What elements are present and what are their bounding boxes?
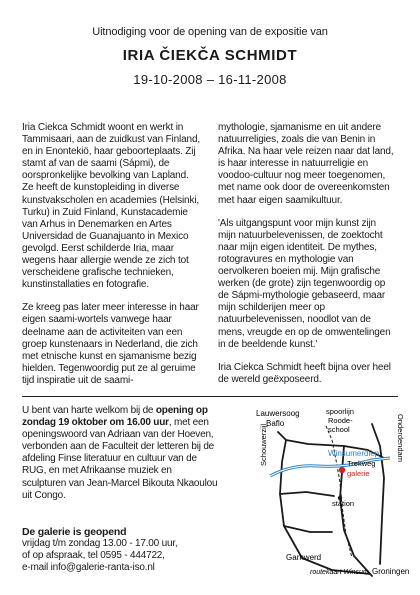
artist-quote: 'Als uitgangspunt voor mijn kunst zijn mijn natuurbelevenissen, de zoektocht naar mijn eigen identiteit. De mythes, rotogravures en mythologie van oervolkeren boeien mij. Mijn grafische werken (de grote) zijn tegenwoordig op de Sápmi-mythologie gebaseerd, maar mijn schilderijen meer op natuurbelevenissen, noodlot van de mens, vreugde en op de omwentelingen in de beeldende kunst.' [218, 217, 391, 350]
map-label-station: station [332, 499, 355, 508]
artist-name: IRIA ČIEKČA SCHMIDT [122, 47, 298, 64]
road-cross [280, 492, 334, 496]
map-label-lauwersoog: Lauwersoog [256, 409, 300, 418]
paragraph: Iria Ciekca Schmidt heeft bijna over heel de wereld geëxposeerd. [218, 361, 391, 385]
map-label-canal: Winsumerdiep [328, 449, 380, 458]
body-column-left [22, 122, 200, 398]
welcome-post: , met een openingswoord van Adriaan van der Hoeven, verbonden aan de Faculteit der letteren bij de afdeling Finse literatuur en cultuur van de RUG, en met Afrikaanse muziek en sculpturen van Jean-Marcel Bikouta Nkaoulou uit Congo. [22, 417, 218, 501]
map-label-school: school [328, 425, 350, 434]
invitation-header [0, 26, 420, 87]
map-label-roode: Roode- [328, 416, 353, 425]
contact-email: e-mail info@galerie-ranta-iso.nl [22, 562, 155, 574]
opening-hours [22, 526, 218, 574]
map-label-trekweg: Trekweg [347, 459, 376, 468]
road-east [372, 424, 384, 564]
map-label-onderdendam: Onderdendam [396, 414, 405, 462]
map-label-schouwerzijl: Schouwerzijl [259, 423, 268, 466]
contact-phone: of op afspraak, tel 0595 - 444722, [22, 550, 165, 562]
paragraph: Ze kreeg pas later meer interesse in haar eigen saami-wortels vanwege haar deelname aan de activiteiten van een groep kunstenaars in Nederland, die zich met etnische kunst en sjamanisme bezig hielden. Tegenwoordig put ze al geruime tijd inspiratie uit de saami- [22, 302, 199, 386]
body-column-right [218, 122, 396, 397]
divider [22, 396, 398, 397]
opening-hours-line: vrijdag t/m zondag 13.00 - 17.00 uur, [22, 538, 178, 550]
gallery-marker [339, 467, 345, 473]
paragraph: mythologie, sjamanisme en uit andere natuurreligies, zoals die van Benin in Afrika. Na haar vele reizen naar dat land, is haar interesse in natuurreligie en voodoo-cultuur nog meer toegenomen, met name ook door de overeenkomsten met haar eigen saamikultuur. [218, 122, 394, 206]
welcome-pre: U bent van harte welkom bij de [22, 405, 156, 416]
map-label-galerie: galerie [347, 469, 370, 478]
opening-hours-title: De galerie is geopend [22, 526, 127, 538]
exhibition-dates: 19-10-2008 – 16-11-2008 [133, 72, 287, 87]
map-label-garnwerd: Garnwerd [286, 553, 322, 562]
map-caption: routekaart Winsum [310, 569, 369, 576]
welcome-text [22, 405, 218, 502]
map-label-baflo: Baflo [266, 419, 285, 428]
map-label-spoorlijn: spoorlijn [326, 407, 354, 416]
road-garnwerd [284, 526, 332, 532]
opening-datetime: opening op zondag 19 oktober om 16.00 uur [22, 405, 208, 429]
paragraph: Iria Ciekca Schmidt woont en werkt in Tammisaari, aan de zuidkust van Finland, en in Enontekiö, haar geboorteplaats. Zij stamt af van de saami (Sápmi), de oorspronkelijke bevolking van Lapland. Ze heeft de kunstopleiding in diverse kunstvakscholen en academies (Helsinki, Turku) in Zuid Finland, Kunstacademie van Arhus in Denemarken en Artes Universidad de Guanajuanto in Mexico gevolgd. Eerst schilderde Iria, maar wegens haar allergie wende ze zich tot verscheidene grafische technieken, kunstinstallaties en fotografie. [22, 122, 200, 291]
invitation-intro: Uitnodiging voor de opening van de expositie van [92, 26, 328, 38]
route-map [222, 406, 410, 578]
map-label-groningen: Groningen [372, 567, 410, 576]
